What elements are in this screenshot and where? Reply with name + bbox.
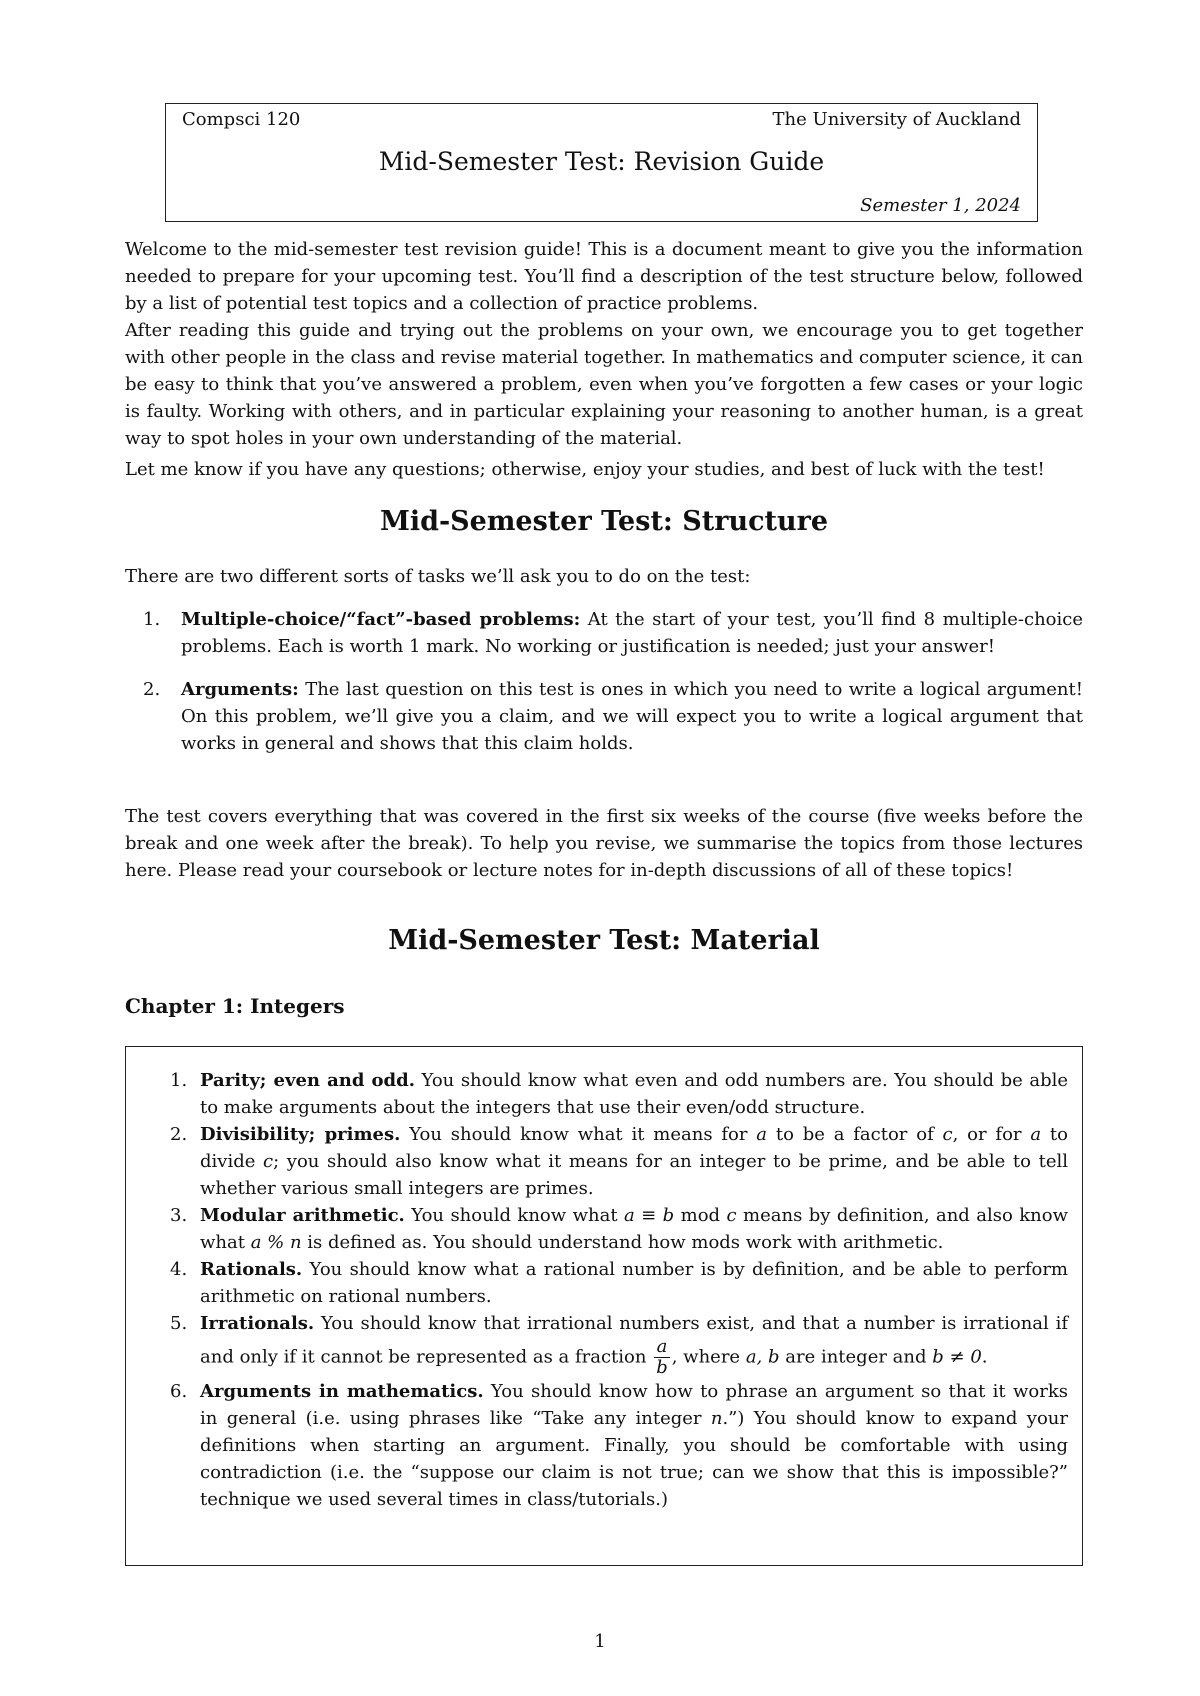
intro-paragraph-2: After reading this guide and trying out the problems on your own, we encourage you to get together with other people in the class and revise material together. In mathematics and computer science, it can be easy to think that you’ve answered a problem, even when you’ve forgotten a few cases or your logic is faulty. Working with others, and in particular explaining your reasoning to another human, is a great way to spot holes in your own understanding of the material.	[125, 320, 1083, 449]
task-number: 1.	[143, 609, 161, 630]
structure-heading: Mid-Semester Test: Structure	[379, 506, 829, 537]
topic-text: to be a factor of	[767, 1124, 943, 1145]
topic-text: .”) You should know to expand your definitions when starting an argument. Finally, you should be comfortable with using contradiction (i.e. the “suppose our claim is not true; can we show that this is impossible?” technique we used several times in class/tutorials.)	[200, 1408, 1068, 1510]
math-var: n	[710, 1408, 723, 1429]
topic-text: are integer and	[779, 1346, 933, 1368]
math-expression: a % n	[250, 1232, 302, 1253]
topic-item	[126, 1067, 1084, 1121]
task-text: At the start of your test, you’ll find 8 multiple-choice problems. Each is worth 1 mark. No working or justification is needed; just your answer!	[181, 609, 1084, 657]
topic-number: 3.	[170, 1205, 188, 1226]
topic-title: Parity; even and odd.	[200, 1070, 415, 1091]
document-title: Mid-Semester Test: Revision Guide	[378, 147, 825, 176]
structure-closing: The test covers everything that was covered in the first six weeks of the course (five weeks before the break and one week after the break). To help you revise, we summarise the topics from those lectures here. Please read your coursebook or lecture notes for in-depth discussions of all of these topics!	[125, 806, 1083, 881]
task-title: Arguments:	[181, 679, 299, 700]
math-var: c	[942, 1124, 953, 1145]
topic-item	[126, 1202, 1084, 1256]
topic-text: .	[981, 1346, 988, 1368]
topic-text: You should know how to phrase an argument so that it works in general (i.e. using phrases like “Take any integer	[200, 1381, 1068, 1429]
topic-number: 5.	[170, 1313, 188, 1334]
topic-text: You should know what it means for	[400, 1124, 757, 1145]
topic-number: 6.	[170, 1381, 188, 1402]
topic-number: 2.	[170, 1124, 188, 1145]
task-text: The last question on this test is ones in which you need to write a logical argument! On this problem, we’ll give you a claim, and we will expect you to write a logical argument that works in general and shows that this claim holds.	[181, 679, 1083, 754]
task-item	[125, 606, 1083, 660]
topic-title: Irrationals.	[200, 1313, 315, 1334]
task-list	[125, 606, 1083, 757]
intro-paragraph-3: Let me know if you have any questions; otherwise, enjoy your studies, and best of luck with the test!	[125, 459, 1045, 480]
topics-box	[125, 1046, 1083, 1566]
math-expression: a ≡ b	[624, 1205, 675, 1226]
material-heading: Mid-Semester Test: Material	[388, 925, 820, 956]
topic-text: You should know what a rational number is by definition, and be able to perform arithmetic on rational numbers.	[200, 1259, 1068, 1307]
university-name: The University of Auckland	[772, 109, 1021, 130]
task-item	[125, 676, 1083, 757]
topic-title: Divisibility; primes.	[200, 1124, 401, 1145]
fraction-denominator: b	[656, 1357, 668, 1378]
math-var: c	[263, 1151, 274, 1172]
math-var: c	[726, 1205, 737, 1226]
math-var: a	[756, 1124, 768, 1145]
topic-item	[126, 1310, 1084, 1378]
intro-paragraph-1: Welcome to the mid-semester test revision guide! This is a document meant to give you the information needed to prepare for your upcoming test. You’ll find a description of the test structure below, followed by a list of potential test topics and a collection of practice problems.	[125, 239, 1083, 314]
topic-item	[126, 1378, 1084, 1513]
topic-text: You should know what even and odd numbers are. You should be able to make arguments about the integers that use their even/odd structure.	[200, 1070, 1068, 1118]
chapter-heading: Chapter 1: Integers	[125, 994, 345, 1018]
structure-lead: There are two different sorts of tasks we’ll ask you to do on the test:	[125, 566, 751, 587]
math-operator: mod	[674, 1205, 727, 1226]
course-code: Compsci 120	[182, 109, 301, 130]
topic-text: You should know what	[404, 1205, 624, 1226]
topic-text: You should know that irrational numbers exist, and that a number is irrational if and only if it cannot be represented as a fraction	[200, 1313, 1068, 1368]
topic-number: 1.	[170, 1070, 188, 1091]
topic-text: ; you should also know what it means for an integer to be prime, and be able to tell whether various small integers are primes.	[200, 1151, 1068, 1199]
math-var: a	[1030, 1124, 1042, 1145]
task-title: Multiple-choice/“fact”-based problems:	[181, 609, 581, 630]
topic-text: , or for	[952, 1124, 1031, 1145]
semester-label: Semester 1, 2024	[860, 195, 1021, 216]
math-var: a, b	[745, 1346, 780, 1368]
topic-title: Modular arithmetic.	[200, 1205, 405, 1226]
topic-item	[126, 1121, 1084, 1202]
topic-number: 4.	[170, 1259, 188, 1280]
fraction	[654, 1337, 670, 1378]
fraction-numerator: a	[654, 1337, 670, 1358]
topic-title: Arguments in mathematics.	[200, 1381, 484, 1402]
topic-item	[126, 1256, 1084, 1310]
topic-text: , where	[671, 1346, 746, 1368]
math-expression: b ≠ 0	[932, 1346, 982, 1368]
page-number: 1	[594, 1631, 606, 1652]
topic-text: is defined as. You should understand how mods work with arithmetic.	[301, 1232, 944, 1253]
task-number: 2.	[143, 679, 161, 700]
topic-title: Rationals.	[200, 1259, 303, 1280]
header-box	[165, 103, 1038, 222]
topic-list	[126, 1067, 1084, 1513]
topic-text: to divide	[200, 1124, 1068, 1172]
topic-text: means by definition, and also know what	[200, 1205, 1068, 1253]
